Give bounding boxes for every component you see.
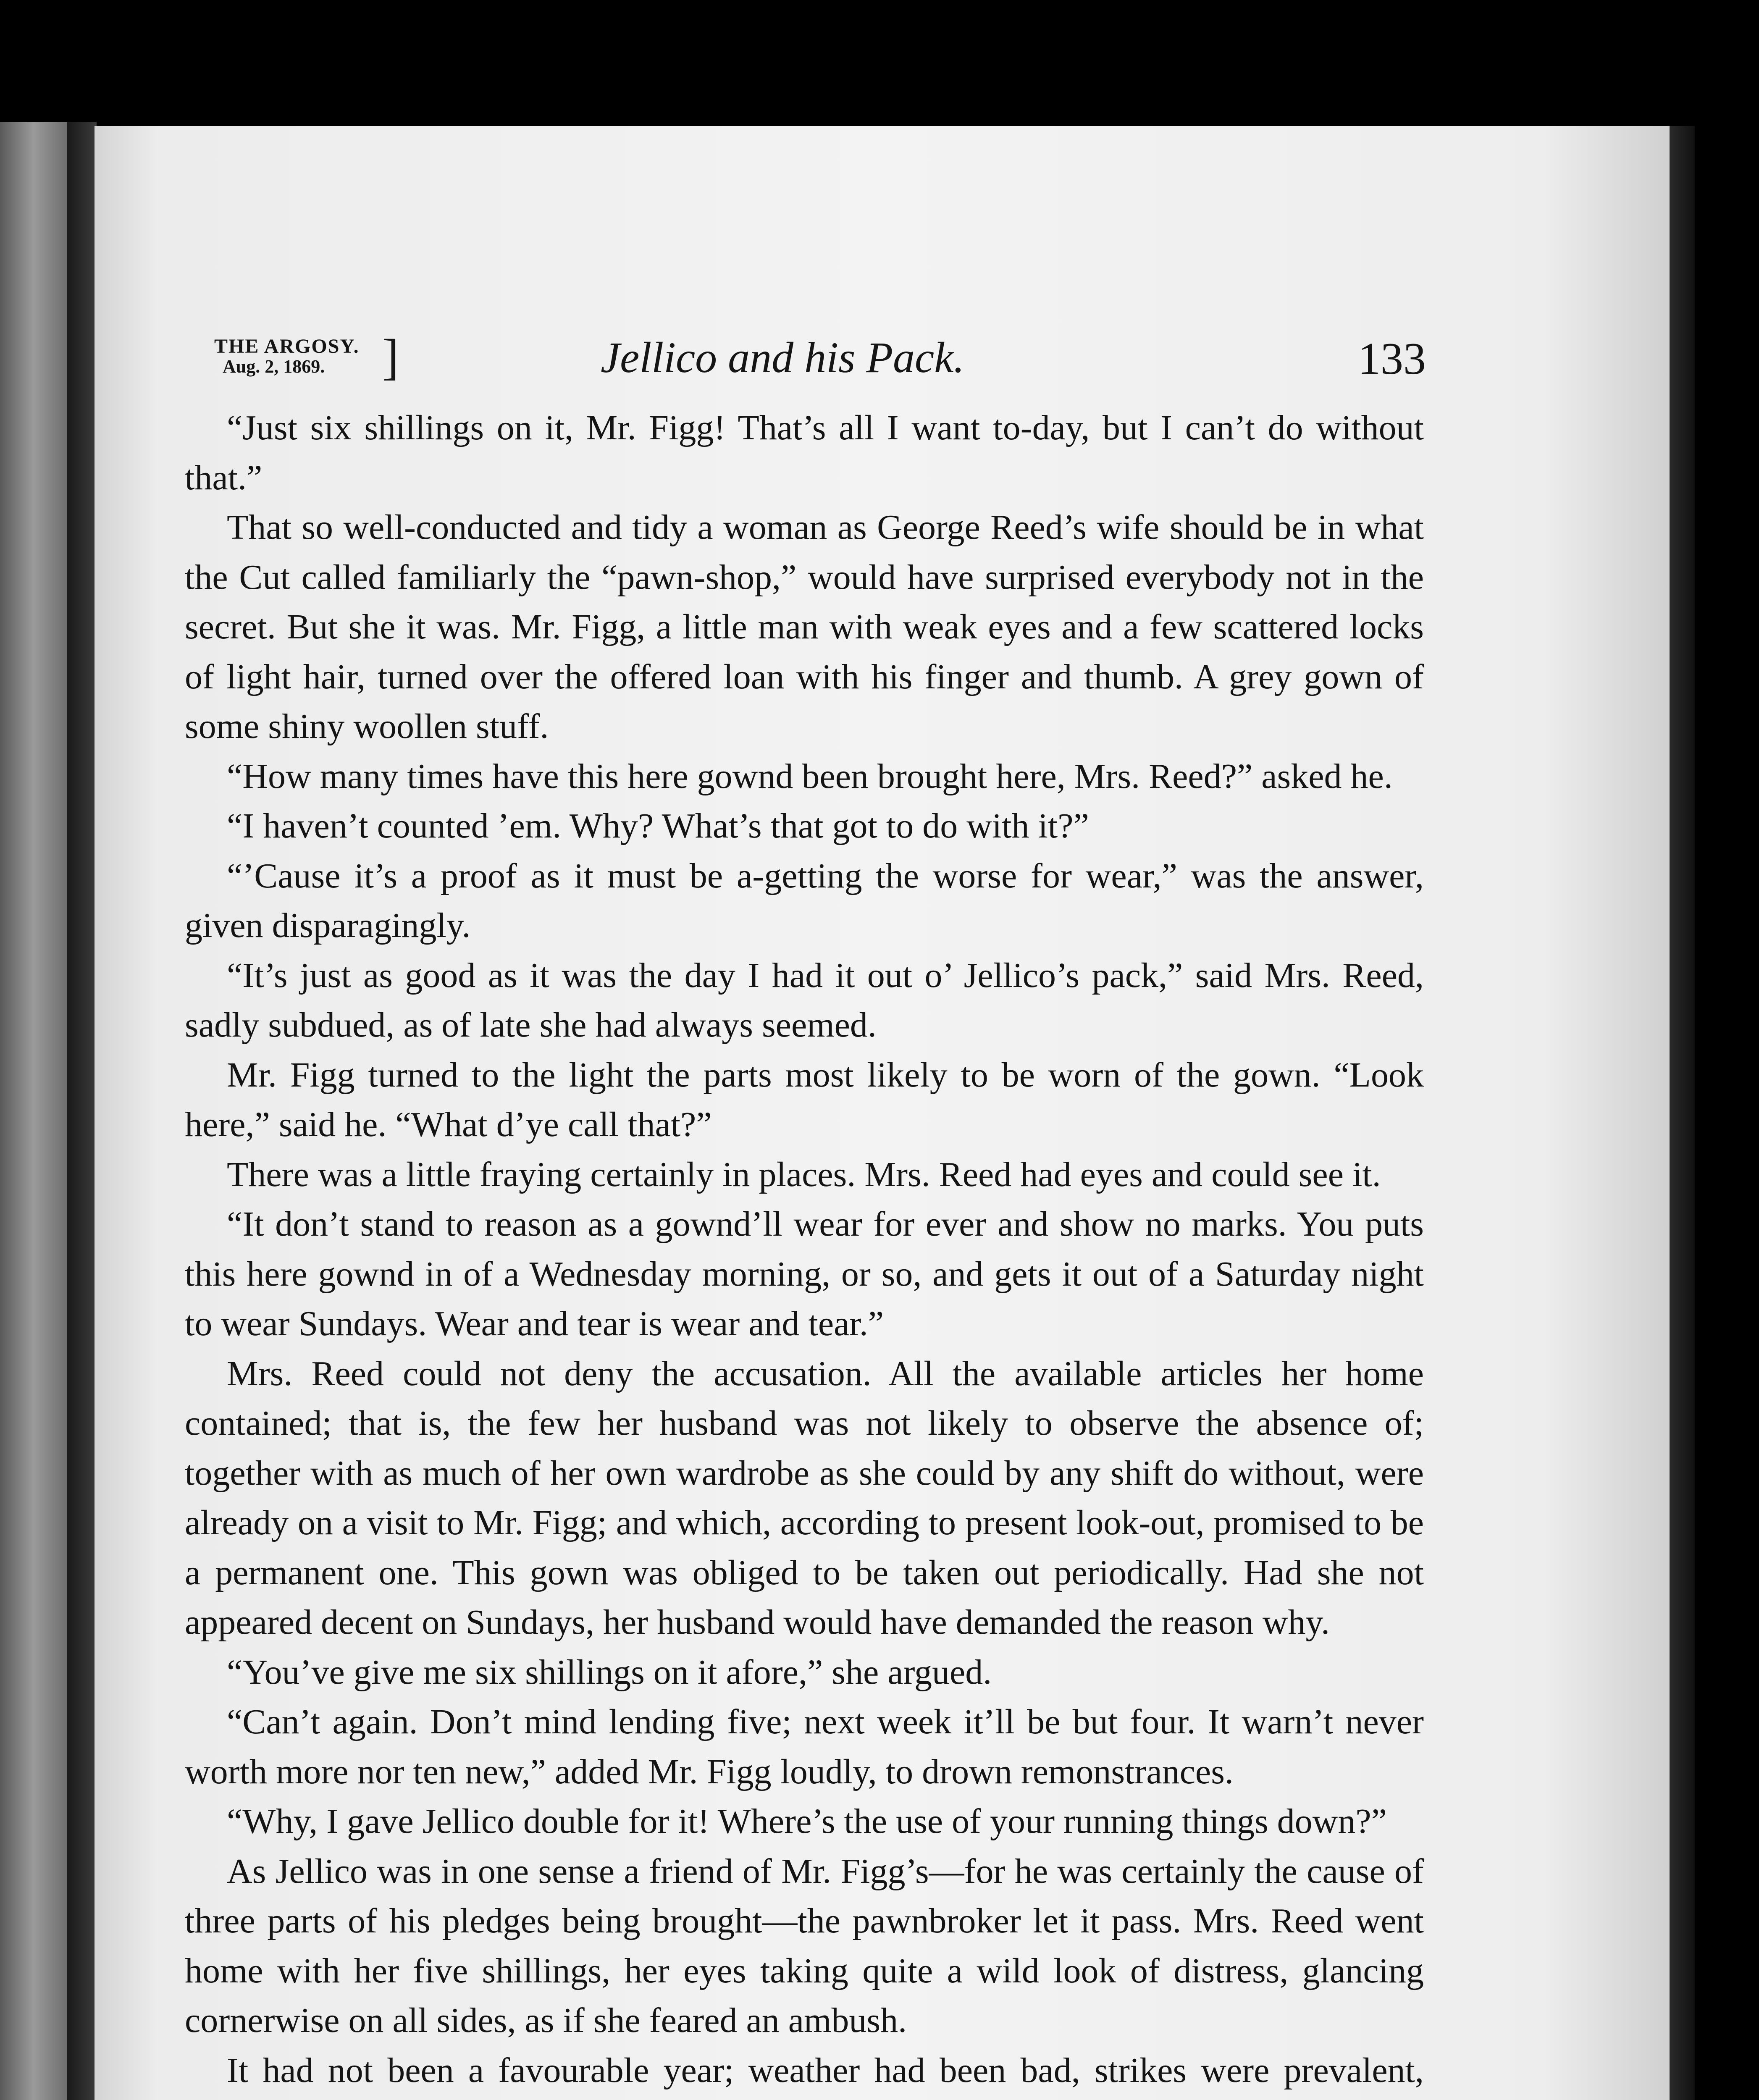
- paragraph: That so well-conducted and tidy a woman as George Reed’s wife should be in what the Cut called familiarly the “pawn-shop,” would have surprised everybody not in the secret. But she it was. Mr. Figg, a little man with weak eyes and a few scattered locks of light hair, turned over the offered loan with his finger and thumb. A grey gown of some shiny woollen stuff.: [185, 508, 1424, 746]
- paragraph: Mr. Figg turned to the light the parts most likely to be worn of the gown. “Look here,” said he. “What d’ye call that?”: [185, 1055, 1424, 1144]
- running-header: [214, 329, 1426, 399]
- paragraph: “Why, I gave Jellico double for it! Where’s the use of your running things down?”: [227, 1802, 1387, 1841]
- paragraph: As Jellico was in one sense a friend of Mr. Figg’s—for he was certainly the cause of three parts of his pledges being brought—the pawnbroker let it pass. Mrs. Reed went home with her five shillings, her eyes taking quite a wild look of distress, glancing cornerwise on all sides, as if she feared an ambush.: [185, 1851, 1424, 2040]
- paragraph: “I haven’t counted ’em. Why? What’s that got to do with it?”: [227, 806, 1089, 845]
- paragraph: “How many times have this here gownd been brought here, Mrs. Reed?” asked he.: [227, 756, 1393, 796]
- paragraph: Mrs. Reed could not deny the accusation. All the available articles her home contained; that is, the few her husband was not likely to observe the absence of; together with as much of her own wardrobe as she could by any shift do without, were already on a visit to Mr. Figg; and which, according to present look-out, promised to be a permanent one. This gown was obliged to be taken out periodically. Had she not appeared decent on Sundays, her husband would have demanded the reason why.: [185, 1354, 1424, 1642]
- facing-page-edge: [0, 122, 67, 2100]
- body-text: [185, 403, 1424, 2100]
- issue-date: Aug. 2, 1869.: [223, 356, 325, 377]
- paragraph: There was a little fraying certainly in places. Mrs. Reed had eyes and could see it.: [227, 1155, 1381, 1194]
- paragraph: “Just six shillings on it, Mr. Figg! That’s all I want to-day, but I can’t do without that.”: [185, 408, 1424, 497]
- paragraph: “It’s just as good as it was the day I had it out o’ Jellico’s pack,” said Mrs. Reed, sadly subdued, as of late she had always seemed.: [185, 956, 1424, 1045]
- paragraph: “You’ve give me six shillings on it afore,” she argued.: [227, 1652, 992, 1692]
- paragraph: “Can’t again. Don’t mind lending five; next week it’ll be but four. It warn’t never worth more nor ten new,” added Mr. Figg loudly, to drown remonstrances.: [185, 1702, 1424, 1791]
- header-bracket: ]: [382, 329, 399, 385]
- page-number: 133: [1358, 334, 1426, 384]
- book-gutter: [67, 122, 97, 2100]
- running-head-left: [214, 336, 360, 377]
- page-right-edge: [1670, 126, 1695, 2100]
- paragraph: “’Cause it’s a proof as it must be a-getting the worse for wear,” was the answer, given disparagingly.: [185, 856, 1424, 945]
- magazine-name: THE ARGOSY.: [214, 335, 360, 357]
- chapter-title: Jellico and his Pack.: [601, 333, 965, 382]
- paragraph: It had not been a favourable year; weather had been bad, strikes were prevalent,: [227, 2050, 1424, 2090]
- paragraph: “It don’t stand to reason as a gownd’ll wear for ever and show no marks. You puts this here gownd in of a Wednesday morning, or so, and gets it out of a Saturday night to wear Sundays. Wear and tear is wear and tear.”: [185, 1205, 1424, 1343]
